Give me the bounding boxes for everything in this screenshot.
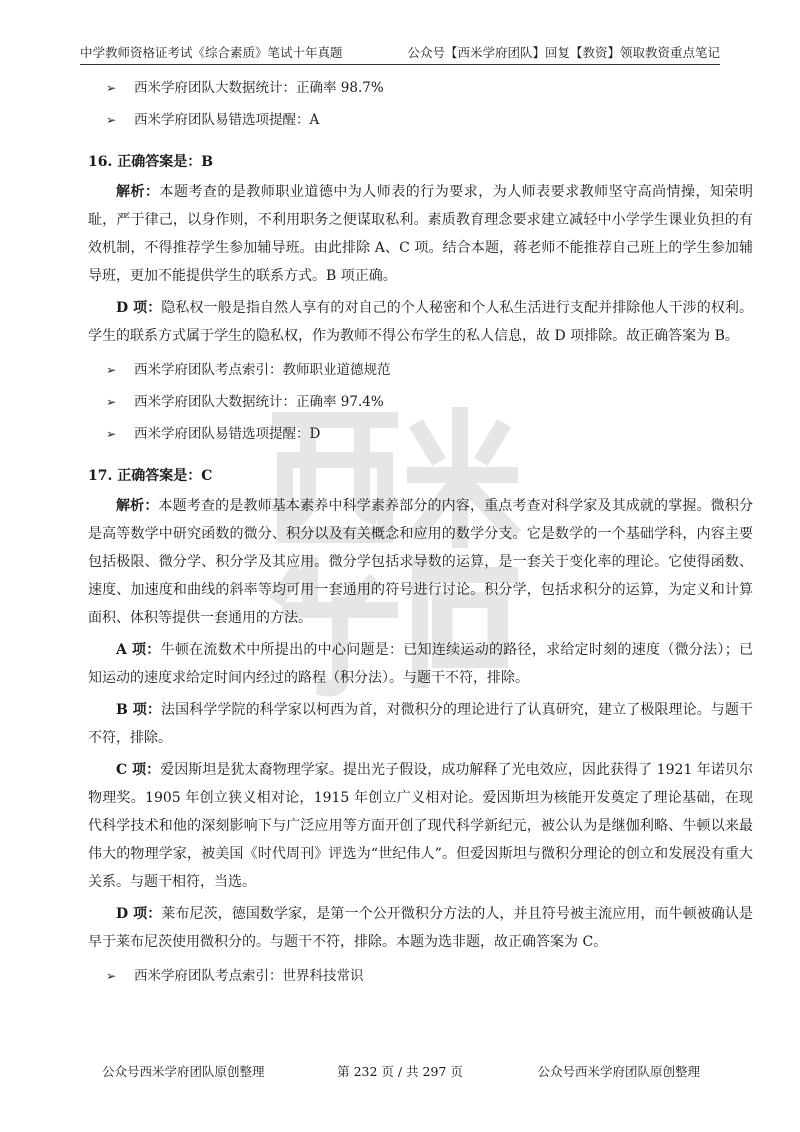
header-right-text: 公众号【西米学府团队】回复【教资】领取教资重点笔记 [407, 45, 720, 60]
page-header [80, 42, 720, 65]
analysis-text: 本题考查的是教师基本素养中科学素养部分的内容，重点考查对科学家及其成就的掌握。微积分是高等数学中研究函数的微分、积分以及有关概念和应用的数学分支。它是数学的一个基础学科，内容主要包括极限、微分学、积分学及其应用。微分学包括求导数的运算，是一套关于变化率的理论。它使得函数、速度、加速度和曲线的斜率等均可用一套通用的符号进行讨论。积分学，包括求积分的运算，为定义和计算面积、体积等提供一套通用的方法。 [88, 498, 754, 626]
arrow-bullet-icon: ➢ [106, 363, 117, 377]
option-label: C 项： [116, 762, 161, 778]
q17-option-c-paragraph [88, 756, 753, 896]
page-footer [80, 1060, 720, 1084]
bullet-item [88, 72, 753, 104]
option-label: B 项： [116, 702, 161, 718]
analysis-label: 解析： [116, 498, 159, 514]
bullet-item [88, 418, 753, 450]
option-label: D 项： [116, 906, 162, 922]
bullet-text: 西米学府团队易错选项提醒：D [134, 426, 321, 442]
option-label: D 项： [116, 300, 162, 316]
q17-answer-heading: 17. 正确答案是：C [88, 468, 213, 484]
analysis-text: 本题考查的是教师职业道德中为人师表的行为要求，为人师表要求教师坚守高尚情操，知荣明耻，严于律己，以身作则，不利用职务之便谋取私利。素质教育理念要求建立减轻中小学学生课业负担的有效机制，不得推荐学生参加辅导班。由此排除 A、C 项。结合本题，蒋老师不能推荐自己班上的学生参加辅导班，更加不能提供学生的联系方式。B 项正确。 [88, 184, 754, 284]
option-text: 牛顿在流数术中所提出的中心问题是：已知连续运动的路径，求给定时刻的速度（微分法）；已知运动的速度求给定时间内经过的路程（积分法）。与题干不符，排除。 [88, 642, 753, 686]
q17-option-b-paragraph [88, 696, 753, 752]
bullet-text: 西米学府团队大数据统计：正确率 97.4% [134, 394, 384, 410]
option-text: 隐私权一般是指自然人享有的对自己的个人秘密和个人私生活进行支配并排除他人干涉的权利。学生的联系方式属于学生的隐私权，作为教师不得公布学生的私人信息，故 D 项排除。故正确答案为 B。 [88, 300, 754, 344]
arrow-bullet-icon: ➢ [106, 969, 117, 983]
page-content [88, 72, 753, 992]
arrow-bullet-icon: ➢ [106, 427, 117, 441]
footer-left-text: 公众号西米学府团队原创整理 [102, 1064, 265, 1079]
bullet-item [88, 104, 753, 136]
bullet-item [88, 386, 753, 418]
footer-right-text: 公众号西米学府团队原创整理 [537, 1064, 700, 1079]
bullet-text: 西米学府团队考点索引：教师职业道德规范 [134, 362, 391, 378]
q16-answer-heading: 16. 正确答案是：B [88, 154, 214, 170]
q17-analysis-paragraph [88, 492, 753, 632]
q16-option-d-paragraph [88, 294, 753, 350]
bullet-text: 西米学府团队考点索引：世界科技常识 [134, 968, 364, 984]
analysis-label: 解析： [116, 184, 160, 200]
arrow-bullet-icon: ➢ [106, 395, 117, 409]
option-text: 爱因斯坦是犹太裔物理学家。提出光子假设，成功解释了光电效应，因此获得了 1921 年诺贝尔物理奖。1905 年创立狭义相对论，1915 年创立广义相对论。爱因斯坦为核能开发奠定了理论基础，在现代科学技术和他的深刻影响下与广泛应用等方面开创了现代科学新纪元，被公认为是继伽利略、牛顿以来最伟大的物理学家，被美国《时代周刊》评选为“世纪伟人”。但爱因斯坦与微积分理论的创立和发展没有重大关系。与题干相符，当选。 [88, 762, 753, 890]
option-label: A 项： [116, 642, 161, 658]
page-number: 第 232 页 / 共 297 页 [337, 1064, 463, 1079]
q17-option-a-paragraph [88, 636, 753, 692]
arrow-bullet-icon: ➢ [106, 81, 117, 95]
option-text: 法国科学学院的科学家以柯西为首，对微积分的理论进行了认真研究，建立了极限理论。与题干不符，排除。 [88, 702, 753, 746]
header-left-text: 中学教师资格证考试《综合素质》笔试十年真题 [80, 45, 343, 60]
arrow-bullet-icon: ➢ [106, 113, 117, 127]
bullet-item [88, 960, 753, 992]
bullet-text: 西米学府团队易错选项提醒：A [134, 112, 320, 128]
bullet-item [88, 354, 753, 386]
bullet-text: 西米学府团队大数据统计：正确率 98.7% [134, 80, 384, 96]
q17-option-d-paragraph [88, 900, 753, 956]
option-text: 莱布尼茨，德国数学家，是第一个公开微积分方法的人，并且符号被主流应用，而牛顿被确认是早于莱布尼茨使用微积分的。与题干不符，排除。本题为选非题，故正确答案为 C。 [88, 906, 754, 950]
q16-analysis-paragraph [88, 178, 753, 290]
